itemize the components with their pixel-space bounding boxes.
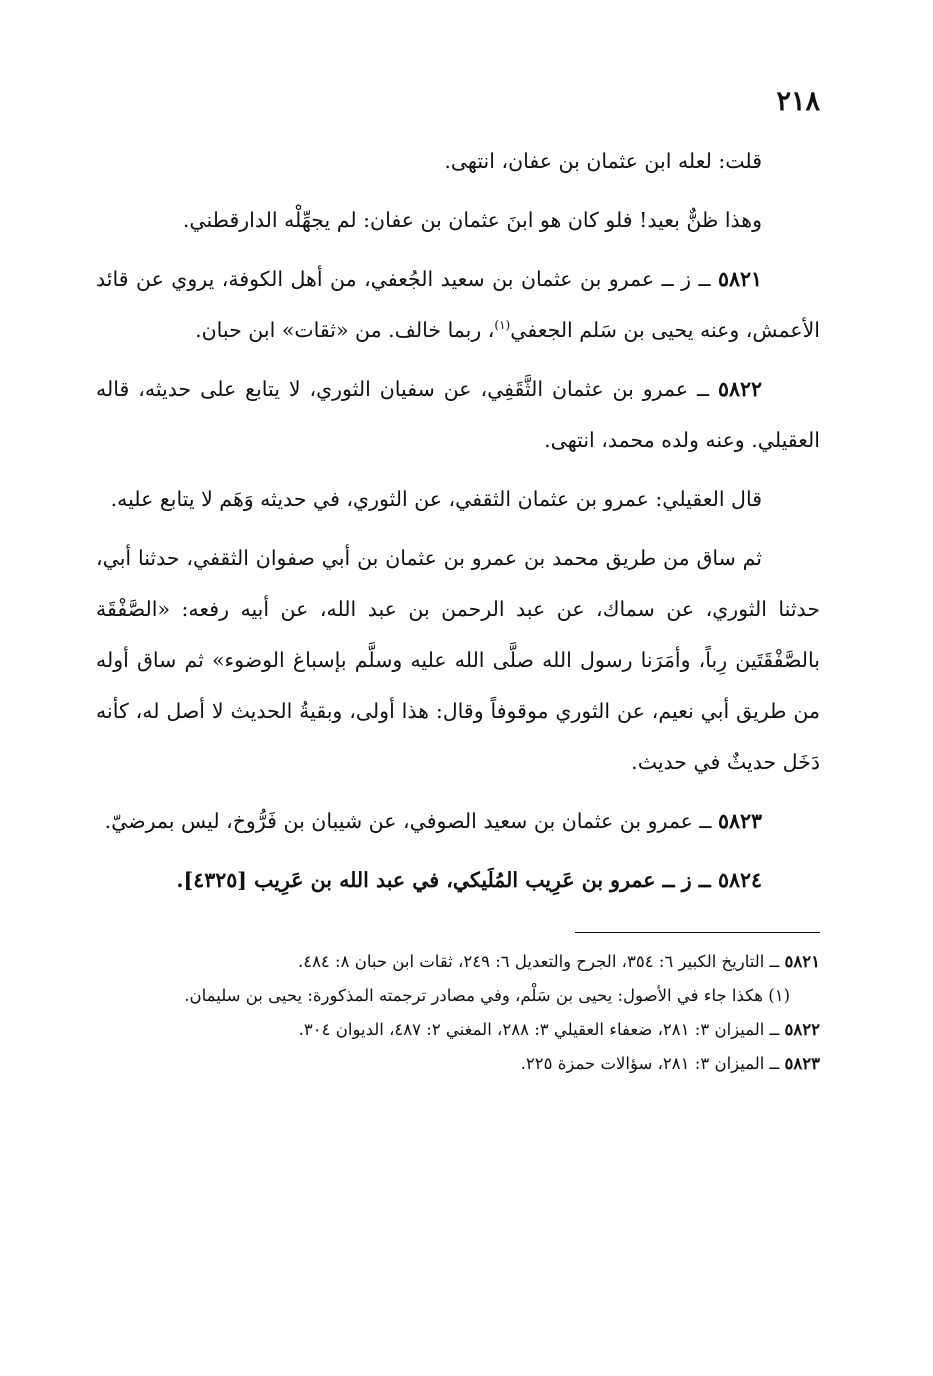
footnote-number: ٥٨٢١	[784, 952, 820, 971]
entry-5822	[96, 364, 820, 466]
paragraph-6: ثم ساق من طريق محمد بن عمرو بن عثمان بن أبي صفوان الثقفي، حدثنا أبي، حدثنا الثوري، عن سماك، عن عبد الرحمن بن عبد الله، عن أبيه رفعه: «الصَّفْقَة بالصَّفْقَتَين رِباً، وأمَرَنا رسول الله صلَّى الله عليه وسلَّم بإسباغ الوضوء» ثم ساق أوله من طريق أبي نعيم، عن الثوري موقوفاً وقال: هذا أولى، وبقيةُ الحديث لا أصل له، كأنه دَخَل حديثٌ في حديث.	[96, 546, 820, 774]
entry-text: ــ ز ــ عمرو بن عثمان بن سعيد الجُعفي، من أهل الكوفة، يروي عن قائد الأعمش، وعنه يحيى بن سَلم الجعفي	[96, 267, 820, 342]
footnote-text: ــ الميزان ٣: ٢٨١، سؤالات حمزة ٢٢٥.	[520, 1054, 785, 1073]
entry-text-continued: ، ربما خالف. من «ثقات» ابن حبان.	[195, 318, 495, 342]
entry-number: ٥٨٢٢	[717, 377, 762, 401]
footnote-5822	[96, 1013, 820, 1047]
entry-text: ــ ز ــ عمرو بن عَرِيب المُلَيكي، في عبد الله بن عَرِيب [٤٣٢٥].	[176, 868, 718, 892]
entry-5824	[96, 855, 820, 906]
footnote-text: ــ التاريخ الكبير ٦: ٣٥٤، الجرح والتعديل ٦: ٢٤٩، ثقات ابن حبان ٨: ٤٨٤.	[297, 952, 785, 971]
paragraph-2: وهذا ظنٌّ بعيد! فلو كان هو ابنَ عثمان بن عفان: لم يجهِّلْه الدارقطني.	[182, 208, 762, 232]
page-number: ٢١٨	[776, 86, 820, 117]
footnote-number: (١)	[768, 986, 790, 1005]
entry-5823	[96, 796, 820, 847]
footnote-text: هكذا جاء في الأصول: يحيى بن سَلْم، وفي مصادر ترجمته المذكورة: يحيى بن سليمان.	[184, 986, 769, 1005]
footnote-5823	[96, 1047, 820, 1081]
footnote-1	[96, 979, 820, 1013]
book-page	[96, 84, 820, 1314]
paragraph-5: قال العقيلي: عمرو بن عثمان الثقفي، عن الثوري، في حديثه وَهَم لا يتابع عليه.	[110, 487, 762, 511]
footnote-number: ٥٨٢٣	[784, 1054, 820, 1073]
footnote-divider	[575, 932, 820, 933]
entry-number: ٥٨٢٣	[717, 809, 762, 833]
footnote-reference: (١)	[494, 318, 511, 333]
footnote-text: ــ الميزان ٣: ٢٨١، ضعفاء العقيلي ٣: ٢٨٨، المغني ٢: ٤٨٧، الديوان ٣٠٤.	[298, 1020, 785, 1039]
footnote-5821	[96, 945, 820, 979]
footnote-number: ٥٨٢٢	[784, 1020, 820, 1039]
paragraph-1: قلت: لعله ابن عثمان بن عفان، انتهى.	[444, 149, 762, 173]
entry-text: ــ عمرو بن عثمان بن سعيد الصوفي، عن شيبان بن فَرُّوخ، ليس بمرضيّ.	[104, 809, 718, 833]
entry-5821	[96, 254, 820, 356]
entry-number: ٥٨٢١	[717, 267, 762, 291]
entry-number: ٥٨٢٤	[717, 868, 762, 892]
entry-text: ــ عمرو بن عثمان الثَّقَفِي، عن سفيان الثوري، لا يتابع على حديثه، قاله العقيلي. وعنه ولده محمد، انتهى.	[96, 377, 820, 452]
